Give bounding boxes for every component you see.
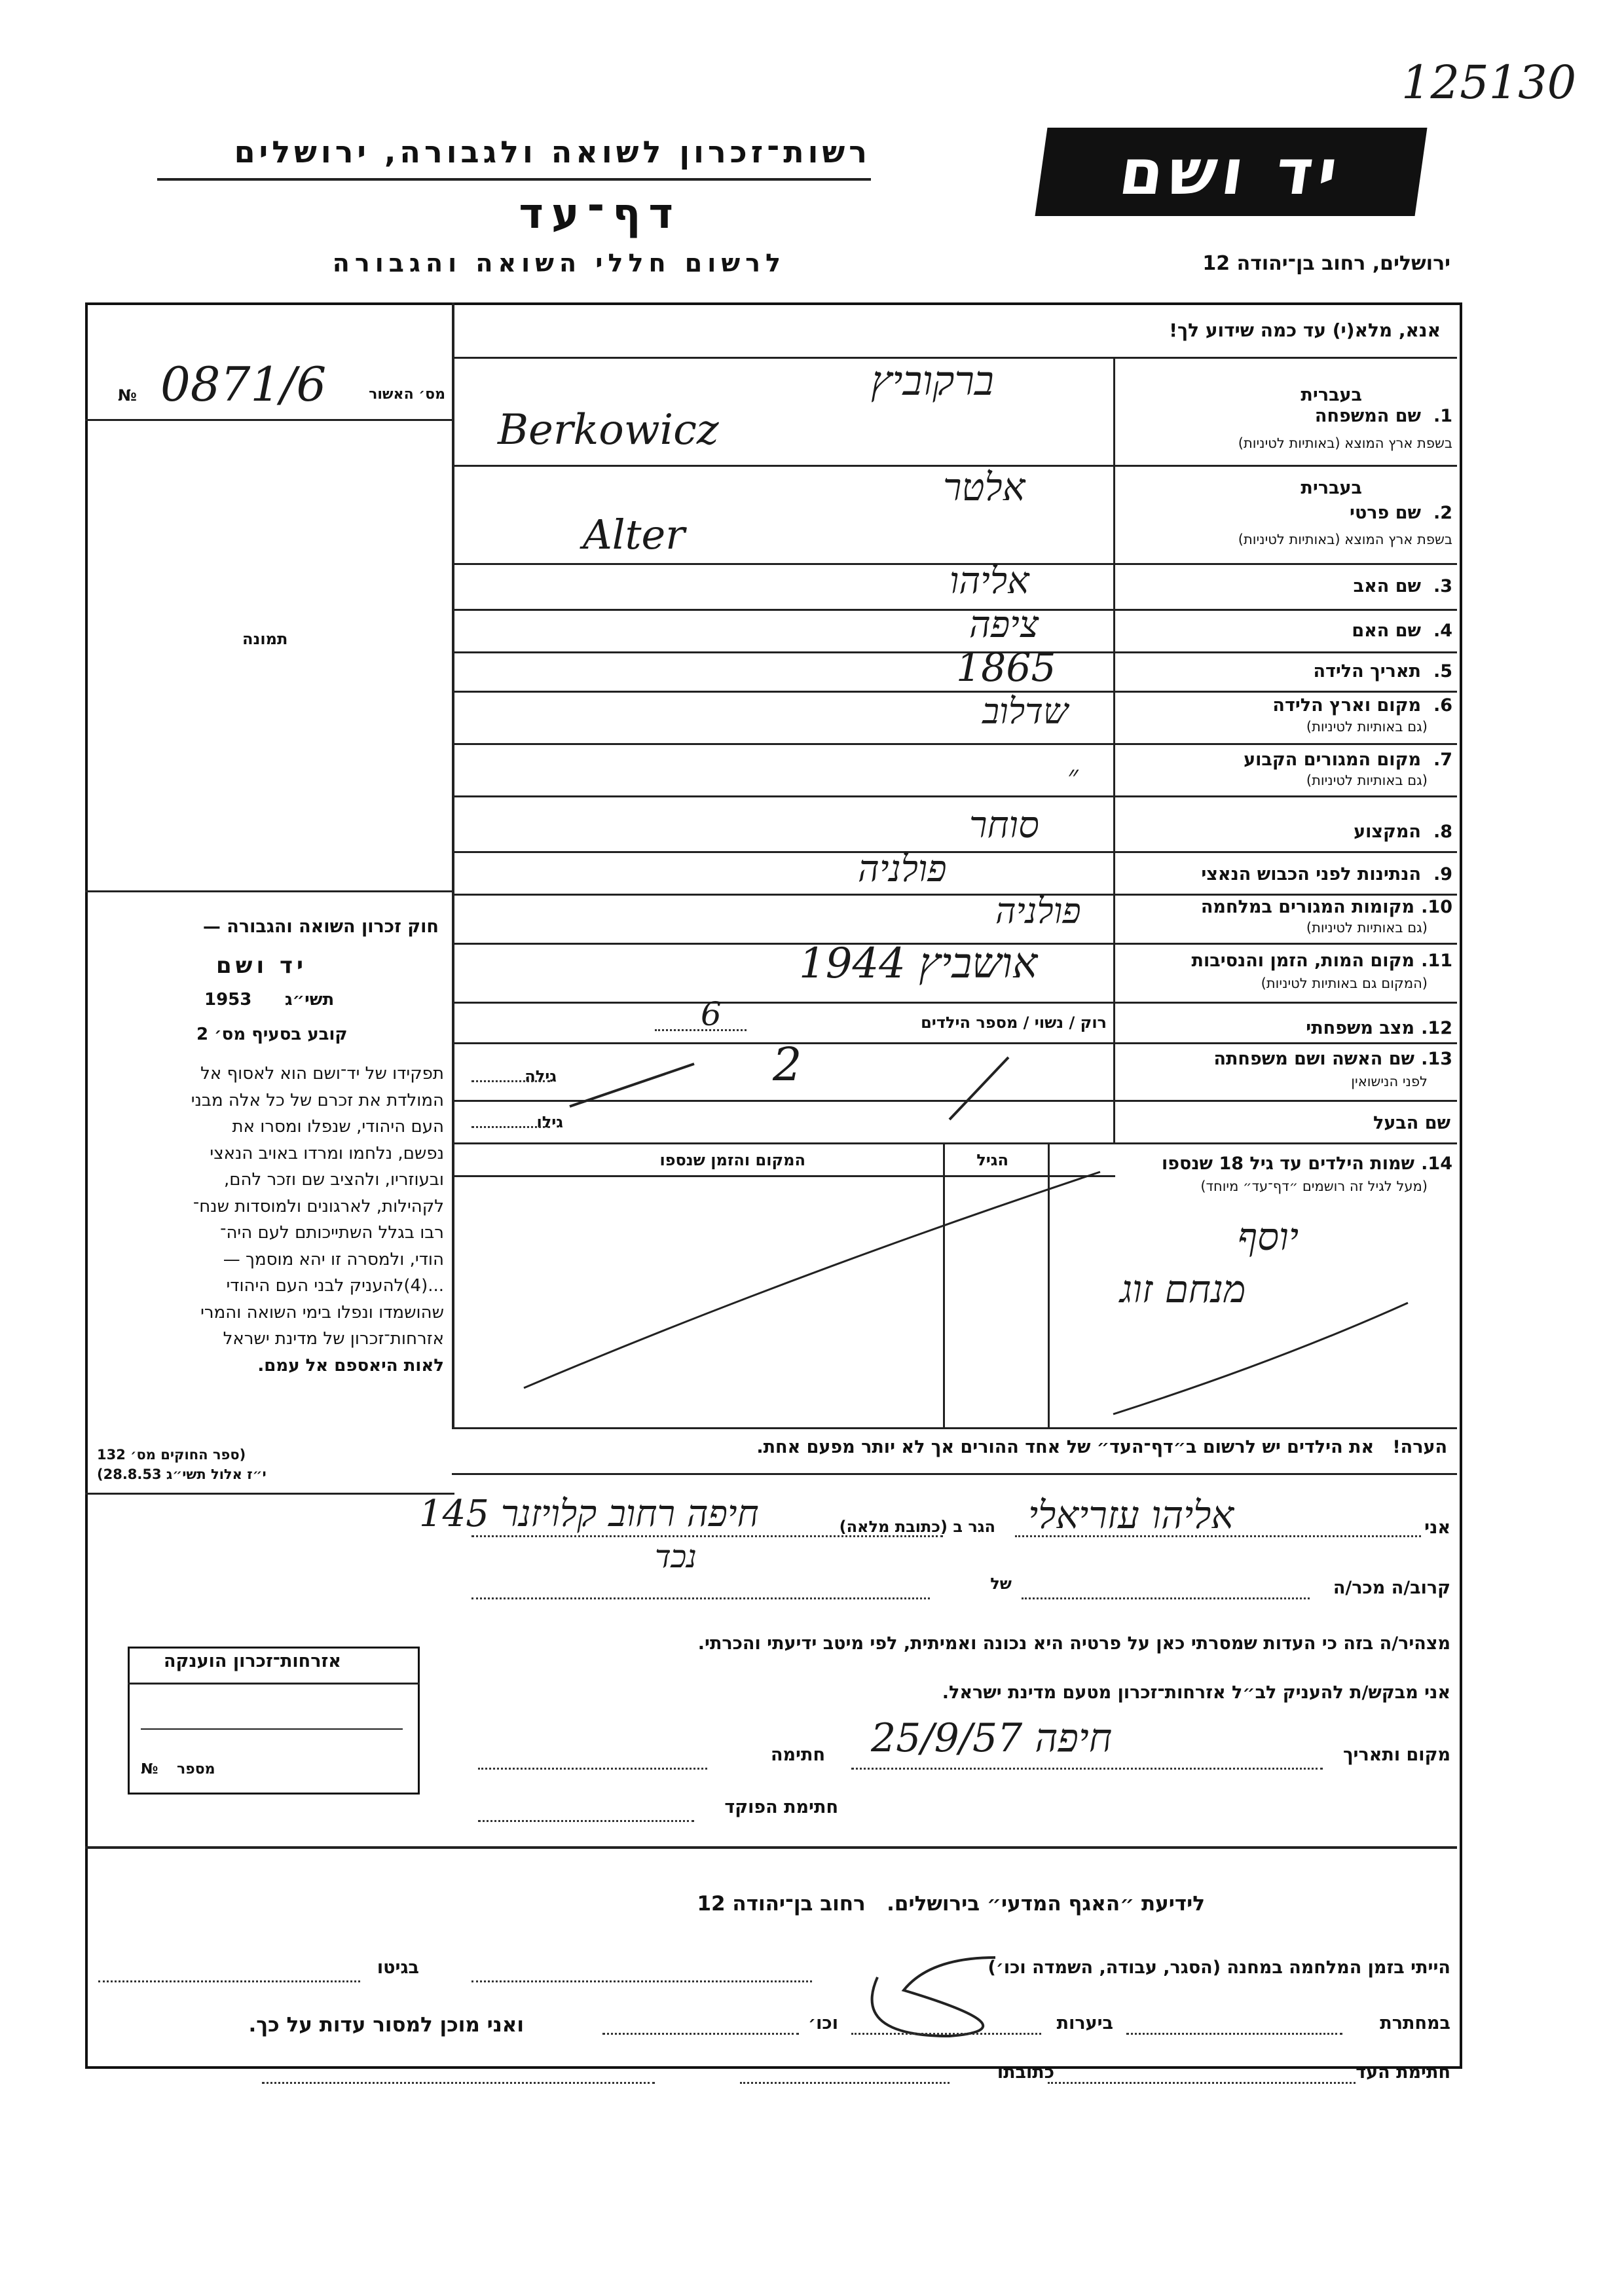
official-signature-line — [478, 1820, 694, 1822]
field-4-number: 4. — [1433, 621, 1452, 641]
field-1-heb-label: בעברית — [1301, 385, 1362, 405]
form-title: דף־עד — [519, 190, 681, 238]
declarant-name-line — [1015, 1535, 1421, 1537]
field-9-value: פולניה — [858, 848, 947, 890]
declarant-address-line — [471, 1535, 943, 1537]
bottom-camp-input-line — [471, 1980, 812, 1982]
field-3-value: אליהו — [950, 560, 1029, 602]
law-text-line: תפקידו של יד־ושם הוא לאסוף אל — [200, 1064, 444, 1084]
registration-no-symbol: № — [118, 386, 137, 405]
field-4-value: ציפה — [969, 604, 1039, 646]
field-2-heb-label: בעברית — [1301, 478, 1362, 498]
field-12-status-options: רוק / נשוי / מספר הילדים — [921, 1013, 1107, 1032]
field-1-label: שם המשפחה — [1314, 406, 1421, 426]
signature-label: חתימה — [770, 1745, 825, 1765]
field-10-label: מקומות המגורים במלחמה — [1200, 897, 1414, 917]
field-13-value: 2 — [773, 1038, 802, 1091]
field-7-label: מקום המגורים הקבוע — [1244, 750, 1421, 770]
stamp-box-divider — [128, 1683, 420, 1685]
stamp-box-title: אזרחות־זכרון הוענקה — [164, 1651, 341, 1671]
field-1-value-hebrew: ברקוביץ — [871, 357, 994, 405]
field-9-label: הנתינות לפני הכבוש הנאצי — [1201, 864, 1421, 884]
law-text-line: לאות היאספם אל עמם. — [257, 1355, 444, 1376]
field-14-place-column: המקום והזמן שנספו — [659, 1151, 805, 1169]
declaration-text: מצהיר/ה בזה כי העדות שמסרתי כאן על פרטיה היא נכונה ואמיתית, לפי מיטב ידיעתי והכרתי. — [697, 1633, 1450, 1654]
field-12-number: 12. — [1421, 1018, 1452, 1038]
field-8-value: סוחר — [969, 804, 1039, 847]
field-14-label: שמות הילדים עד גיל 18 שנספו — [1161, 1154, 1414, 1174]
law-text-line: העם היהודי, שנפלו ומסרו את — [232, 1117, 444, 1137]
field-6-label: מקום וארץ הלידה — [1272, 695, 1421, 716]
law-text-line: הודי, ולמסרה זו יהא מוסמך — — [223, 1249, 444, 1269]
law-text-line: לקהילות, לארגונים ולמוסדות שנח־ — [193, 1196, 444, 1216]
form-subtitle: לרשום חללי השואה והגבורה — [332, 249, 786, 278]
field-7-number: 7. — [1433, 750, 1452, 770]
official-signature-label: חתימת הפוקד — [724, 1797, 838, 1817]
bottom-forests-line — [851, 2033, 1041, 2035]
law-source-2: י״ז אלול תשי״ג 28.8.53) — [97, 1467, 267, 1482]
bottom-underground-label: במחתרת — [1380, 2013, 1450, 2033]
field-2-value-latin: Alter — [583, 511, 685, 558]
stamp-box-no-symbol: № — [141, 1761, 158, 1777]
declarant-relative-line — [1022, 1597, 1310, 1599]
field-4-label: שם האם — [1352, 621, 1421, 641]
field-10-value: פולניה — [995, 890, 1081, 932]
field-8-label: המקצוע — [1354, 822, 1421, 842]
field-3-number: 3. — [1433, 576, 1452, 596]
declarant-i: אני — [1424, 1518, 1450, 1538]
field-8-number: 8. — [1433, 822, 1452, 842]
field-13-age-label: גילה — [525, 1067, 557, 1085]
field-2-label: שם פרטי — [1350, 503, 1421, 523]
field-14-child-2: מנחם זוג — [1120, 1267, 1246, 1311]
field-5-value: 1865 — [956, 645, 1056, 691]
declarant-address: חיפה רחוב קלויזנר 145 — [419, 1493, 759, 1535]
declarant-name: אליהו עזריאלי — [1028, 1493, 1234, 1537]
note-text: הערה! את הילדים יש לרשום ב״דף־העד״ של אחד ההורים אך לא יותר מפעם אחת. — [756, 1437, 1447, 1457]
law-box-bottom — [85, 1493, 454, 1495]
field-13-label: שם האשה ושם משפחתה — [1213, 1049, 1414, 1069]
field-14-child-1: יוסף — [1238, 1214, 1299, 1259]
photo-label: תמונה — [242, 630, 288, 648]
request-text: אני מבקש/ת להעניק לב״ל אזרחות־זכרון מטעם מדינת ישראל. — [942, 1683, 1450, 1703]
field-11-number: 11. — [1421, 951, 1452, 971]
field-2-value-hebrew: אלטר — [943, 465, 1025, 509]
stamp-box-number-label: מספר — [177, 1761, 215, 1777]
field-10-number: 10. — [1421, 897, 1452, 917]
field-2-number: 2. — [1433, 503, 1452, 523]
field-7-sub: (גם באותיות לטיניות) — [1306, 773, 1428, 788]
law-text-line: ...(4)להעניק לבני העם היהודי — [226, 1276, 444, 1296]
field-7-value: ״ — [1067, 759, 1079, 793]
field-1-sub: בשפת ארץ המוצא (באותיות לטיניות) — [1238, 435, 1452, 451]
field-12-children-value: 6 — [701, 995, 722, 1033]
field-6-number: 6. — [1433, 695, 1452, 716]
law-source-1: (ספר החוקים מס׳ 132 — [97, 1447, 246, 1463]
law-text-line: אזרחות־זכרון של מדינת ישראל — [223, 1329, 444, 1349]
law-text-line: המולדת את זכרם של כל אלה מבני — [191, 1090, 444, 1110]
field-6-value: שדלוב — [982, 691, 1069, 732]
law-year-hebrew: תשי״ג — [285, 990, 335, 1010]
husband-age-label: גילו — [536, 1113, 563, 1131]
husband-label: שם הבעל — [1373, 1113, 1450, 1133]
bottom-witness-signature-line — [1048, 2082, 1356, 2084]
bottom-etc-line — [602, 2033, 799, 2035]
bottom-ghetto-line — [98, 1980, 360, 1982]
bottom-etc-label: וכו׳ — [808, 2013, 838, 2033]
registration-number: 0871/6 — [160, 357, 327, 412]
field-1-number: 1. — [1433, 406, 1452, 426]
law-year: 1953 — [204, 990, 252, 1010]
signature-line — [478, 1768, 707, 1770]
declarant-relation: נכד — [655, 1539, 697, 1575]
note-divider — [452, 1473, 1457, 1475]
field-14-age-column: הגיל — [976, 1151, 1008, 1169]
intro-text: אנא, מלא(י) עד כמה שידוע לך! — [1169, 319, 1441, 341]
bottom-camp-line: הייתי בזמן המלחמה במחנה (הסגר, עבודה, השמדה וכו׳) — [987, 1958, 1450, 1978]
bottom-address-line — [740, 2082, 950, 2084]
field-3-label: שם האב — [1353, 576, 1421, 596]
field-14-number: 14. — [1421, 1154, 1452, 1174]
law-name: יד ושם — [216, 953, 307, 979]
declarant-resident-label: הגר ב (כתובת מלאה) — [839, 1518, 995, 1536]
field-13-number: 13. — [1421, 1049, 1452, 1069]
law-text-line: שהושמדו ונפלו בימי השואה והמרי — [200, 1302, 444, 1322]
bottom-ghetto-label: בגיטו — [377, 1958, 419, 1978]
table-bottom — [452, 1427, 1457, 1429]
field-11-label: מקום המות, הזמן והנסיבות — [1191, 951, 1414, 971]
law-text-line: רבו בגלל השתייכותם לעם היה־ — [220, 1223, 444, 1243]
bottom-forests-label: ביערות — [1056, 2013, 1113, 2033]
field-1-value-latin: Berkowicz — [498, 406, 719, 454]
place-date-line — [851, 1768, 1323, 1770]
place-date-value: חיפה 25/9/57 — [871, 1715, 1113, 1761]
field-11-value: אושביץ 1944 — [799, 939, 1038, 988]
field-11-sub: (המקום גם באותיות לטיניות) — [1261, 975, 1428, 991]
bottom-underground-line — [1126, 2033, 1342, 2035]
law-text-line: ובעוזריו, ולהציב שם וזכר להם, — [224, 1170, 444, 1190]
stamp-box-line — [141, 1728, 403, 1730]
declarant-of-line — [471, 1597, 930, 1599]
field-12-label: מצב משפחתי — [1306, 1018, 1414, 1038]
declarant-relative-label: קרוב/ה מכר/ה — [1333, 1578, 1450, 1598]
law-heading: חוק זכרון השואה והגבורה — — [202, 917, 439, 937]
bottom-address-label: כתובתו — [997, 2062, 1054, 2083]
field-14-sub: (מעל לגיל זה רושמים ״דף־עד״ מיוחד) — [1200, 1178, 1428, 1194]
archive-number: 125130 — [1401, 56, 1577, 109]
field-13-sub: לפני הנישואין — [1351, 1074, 1428, 1089]
place-date-label: מקום ותאריך — [1342, 1745, 1450, 1765]
bottom-title: לידיעת ״האגף המדעי״ בירושלים. רחוב בן־יהודה 12 — [697, 1892, 1205, 1916]
logo-text: יד ושם — [1115, 135, 1348, 209]
field-9-number: 9. — [1433, 864, 1452, 884]
institution-address: ירושלים, רחוב בן־יהודה 12 — [1202, 252, 1450, 275]
field-5-number: 5. — [1433, 661, 1452, 682]
bottom-ready-text: ואני מוכן למסור עדות על כך. — [248, 2013, 524, 2037]
bottom-witness-signature-label: חתימת העד — [1356, 2062, 1450, 2083]
law-text-line: נפשם, נלחמו ומרדו באויב הנאצי — [210, 1143, 444, 1163]
bottom-address-line-2 — [262, 2082, 655, 2084]
bottom-section-divider — [85, 1846, 1457, 1849]
field-2-sub: בשפת ארץ המוצא (באותיות לטיניות) — [1238, 532, 1452, 547]
declarant-of-label: של — [990, 1575, 1012, 1593]
registration-label: מס׳ האשור — [369, 386, 445, 403]
authority-name: רשות־זכרון לשואה ולגבורה, ירושלים — [234, 134, 871, 170]
law-clause: קובע בסעיף מס׳ 2 — [196, 1025, 348, 1044]
field-10-sub: (גם באותיות לטיניות) — [1306, 920, 1428, 936]
field-5-label: תאריך הלידה — [1313, 661, 1421, 682]
field-6-sub: (גם באותיות לטיניות) — [1306, 719, 1428, 735]
